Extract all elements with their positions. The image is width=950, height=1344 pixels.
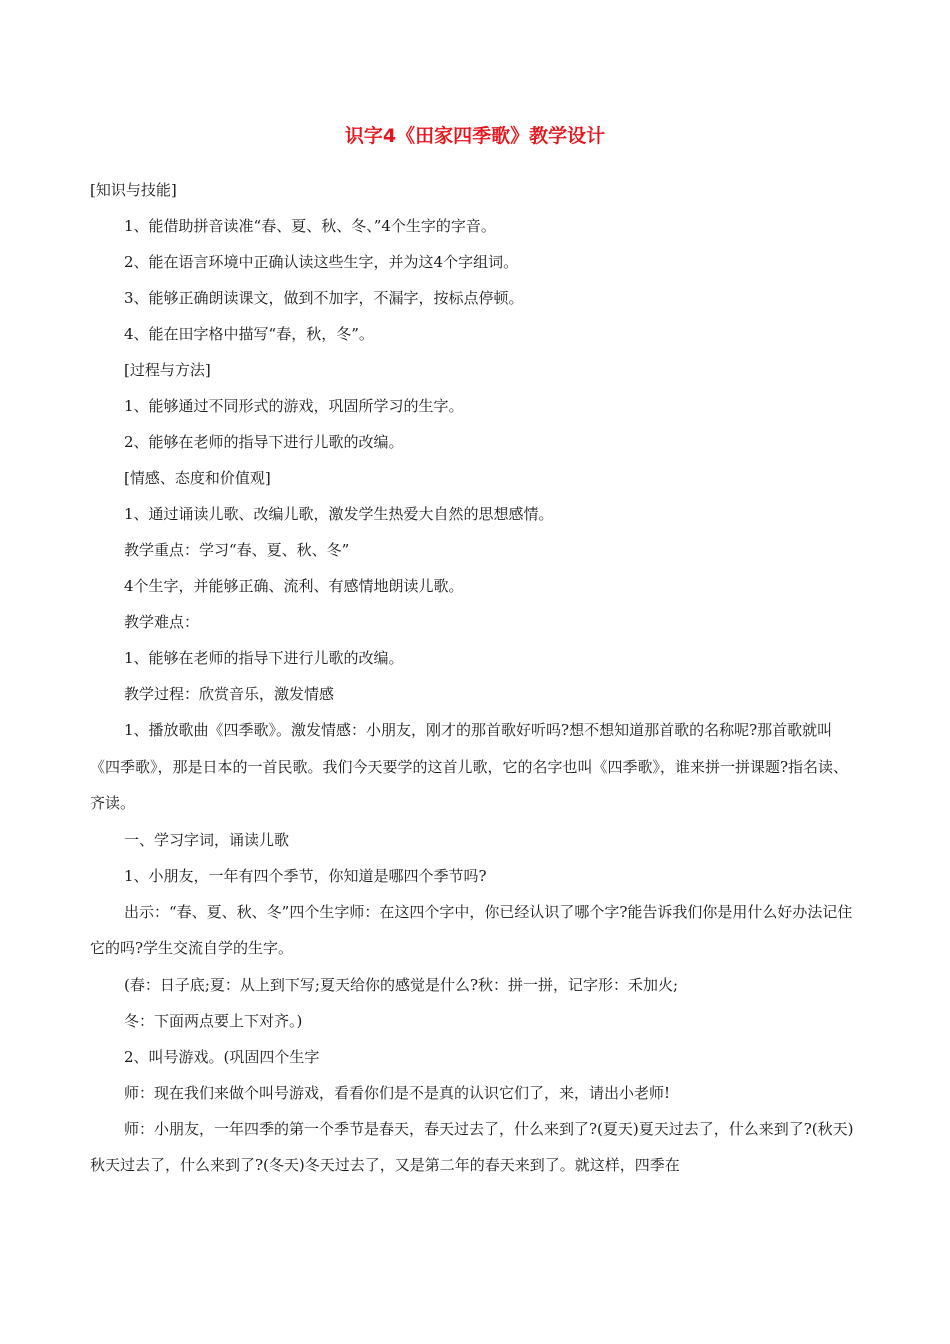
paragraph: 冬：下面两点要上下对齐。) <box>124 1011 303 1030</box>
paragraph: [知识与技能] <box>90 181 177 199</box>
paragraph: 2、叫号游戏。(巩固四个生字 <box>124 1047 320 1066</box>
paragraph: 1、通过诵读儿歌、改编儿歌，激发学生热爱大自然的思想感情。 <box>124 505 554 523</box>
document-title: 识字4《田家四季歌》教学设计 <box>344 125 606 147</box>
paragraph: 4个生字，并能够正确、流利、有感情地朗读儿歌。 <box>124 577 464 595</box>
paragraph: 2、能在语言环境中正确认读这些生字，并为这4个字组词。 <box>124 253 519 271</box>
paragraph: 一、学习字词，诵读儿歌 <box>124 830 290 849</box>
paragraph: 1、小朋友，一年有四个季节，你知道是哪四个季节吗? <box>124 866 487 885</box>
paragraph: 师：小朋友，一年四季的第一个季节是春天，春天过去了，什么来到了?(夏天)夏天过去了，什么来到了?(秋天)秋天过去了，什么来到了?(冬天)冬天过去了，又是第二年的春天来到了。就这样，四季在 <box>90 1119 854 1174</box>
paragraph: 出示：“春、夏、秋、冬”四个生字师：在这四个字中，你已经认识了哪个字?能告诉我们你是用什么好办法记住它的吗?学生交流自学的生字。 <box>90 902 853 957</box>
paragraph: 1、能够通过不同形式的游戏，巩固所学习的生字。 <box>124 397 464 415</box>
paragraph: 3、能够正确朗读课文，做到不加字，不漏字，按标点停顿。 <box>124 289 524 307</box>
paragraph: 教学难点： <box>124 613 200 631</box>
paragraph: 1、能够在老师的指导下进行儿歌的改编。 <box>124 649 404 667</box>
paragraph: 2、能够在老师的指导下进行儿歌的改编。 <box>124 433 404 451</box>
paragraph: 1、能借助拼音读准“春、夏、秋、冬、”4个生字的字音。 <box>124 217 496 235</box>
paragraph: 1、播放歌曲《四季歌》。激发情感：小朋友，刚才的那首歌好听吗?想不想知道那首歌的名称呢?那首歌就叫《四季歌》，那是日本的一首民歌。我们今天要学的这首儿歌，它的名字也叫《四季歌》，谁来拼一拼课题?指名读、齐读。 <box>90 721 849 812</box>
paragraph: [过程与方法] <box>124 361 211 379</box>
paragraph: (春：日子底;夏：从上到下写;夏天给你的感觉是什么?秋：拼一拼，记字形：禾加火; <box>124 975 679 994</box>
paragraph: 教学过程：欣赏音乐，激发情感 <box>124 685 335 703</box>
paragraph: 4、能在田字格中描写“春，秋，冬”。 <box>124 325 374 343</box>
paragraph: 师：现在我们来做个叫号游戏，看看你们是不是真的认识它们了，来，请出小老师! <box>124 1083 671 1102</box>
paragraph: 教学重点：学习“春、夏、秋、冬” <box>124 541 350 559</box>
paragraph: [情感、态度和价值观] <box>124 469 271 487</box>
document-body <box>90 172 860 1184</box>
